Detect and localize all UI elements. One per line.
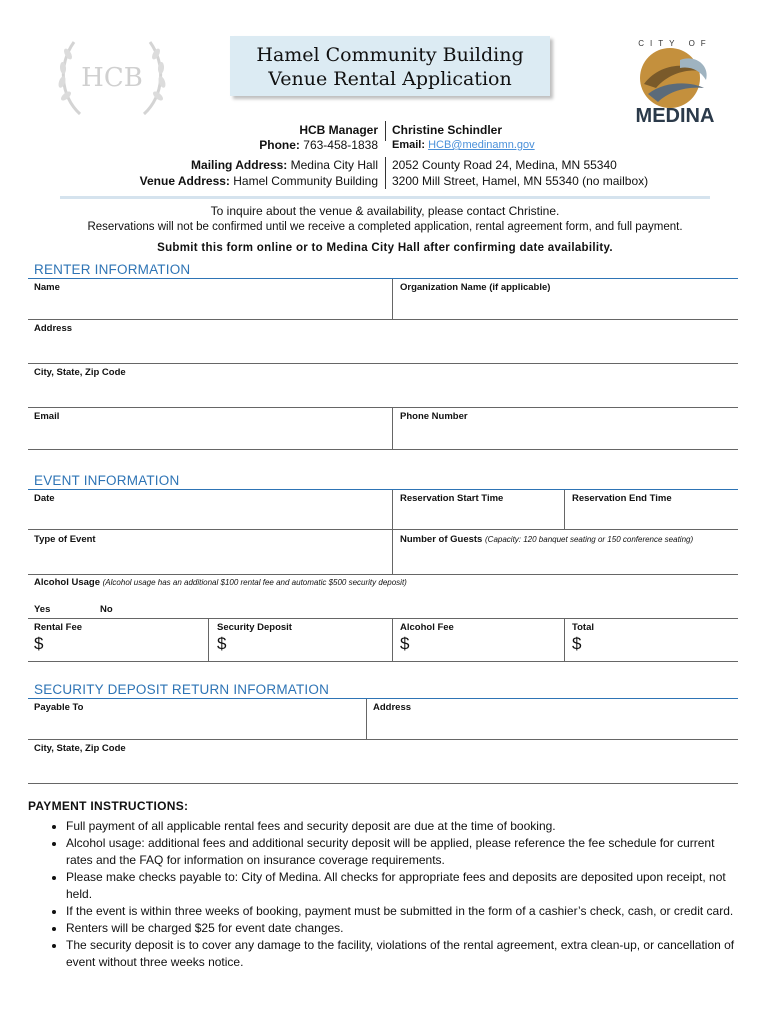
event-type-field[interactable] <box>28 574 738 575</box>
alcohol-row-rule <box>28 618 738 619</box>
venue-address: 3200 Mill Street, Hamel, MN 55340 (no mailbox) <box>392 174 649 188</box>
renter-section-title: RENTER INFORMATION <box>34 262 191 277</box>
start-time-label: Reservation Start Time <box>400 493 504 504</box>
payable-to-label: Payable To <box>34 702 84 713</box>
renter-section-rule <box>28 278 738 279</box>
alcohol-label: Alcohol Usage (Alcohol usage has an additional $100 rental fee and automatic $500 security deposit) <box>34 577 407 588</box>
mailing-address: 2052 County Road 24, Medina, MN 55340 <box>392 158 617 172</box>
list-item: • The security deposit is to cover any damage to the facility, violations of the rental agreement, extra clean-up, or cancellation of event without three weeks notice. <box>66 937 738 971</box>
org-label: Organization Name (if applicable) <box>400 282 551 293</box>
list-item: • Alcohol usage: additional fees and additional security deposit will be applied, please reference the fee schedule for current rates and the FAQ for information on insurance coverage requirements. <box>66 835 738 869</box>
address-field[interactable] <box>28 363 738 364</box>
payment-instructions-title: PAYMENT INSTRUCTIONS: <box>28 799 189 813</box>
mailing-row: Mailing Address: Medina City Hall <box>191 158 378 172</box>
date-field[interactable] <box>28 529 738 530</box>
payable-field[interactable] <box>28 739 738 740</box>
city-label: City, State, Zip Code <box>34 367 126 378</box>
name-label: Name <box>34 282 60 293</box>
svg-text:MEDINA: MEDINA <box>635 105 715 127</box>
alcohol-fee-dollar: $ <box>400 634 410 653</box>
capacity-note: (Capacity: 120 banquet seating or 150 conference seating) <box>485 535 694 544</box>
name-field[interactable] <box>28 319 738 320</box>
hcb-logo <box>52 34 172 122</box>
confirmation-note: Reservations will not be confirmed until we receive a completed application, rental agreement form, and full payment. <box>87 221 683 233</box>
event-section-rule <box>28 489 738 490</box>
total-dollar: $ <box>572 634 582 653</box>
email-label: Email <box>34 411 60 422</box>
fee-divider-3 <box>564 619 565 662</box>
payment-instructions-list <box>48 818 738 971</box>
rental-fee-dollar: $ <box>34 634 44 653</box>
date-label: Date <box>34 493 55 504</box>
fees-field[interactable] <box>28 661 738 662</box>
title-line-2: Venue Rental Application <box>268 68 512 90</box>
medina-logo <box>620 32 730 128</box>
end-time-label: Reservation End Time <box>572 493 672 504</box>
list-item: • Full payment of all applicable rental fees and security deposit are due at the time of booking. <box>66 818 738 835</box>
phone-value: 763-458-1838 <box>303 138 378 152</box>
svg-text:CITY OF: CITY OF <box>638 39 712 48</box>
address-label: Address <box>34 323 73 334</box>
submit-note: Submit this form online or to Medina City Hall after confirming date availability. <box>157 242 613 254</box>
date-start-divider <box>392 490 393 530</box>
deposit-address-label: Address <box>373 702 412 713</box>
security-deposit-label: Security Deposit <box>217 622 292 633</box>
contact-divider <box>385 121 386 141</box>
security-deposit-dollar: $ <box>217 634 227 653</box>
phone-label: Phone Number <box>400 411 468 422</box>
deposit-city-field[interactable] <box>28 783 738 784</box>
guests-label: Number of Guests (Capacity: 120 banquet seating or 150 conference seating) <box>400 534 694 545</box>
deposit-city-label: City, State, Zip Code <box>34 743 126 754</box>
manager-label: HCB Manager <box>299 123 378 137</box>
svg-text:HCB: HCB <box>81 63 143 93</box>
fee-divider-2 <box>392 619 393 662</box>
list-item: • Please make checks payable to: City of Medina. All checks for appropriate fees and deposits are deposited upon receipt, not held. <box>66 869 738 903</box>
name-org-divider <box>392 279 393 320</box>
phone-row: Phone: 763-458-1838 <box>259 138 378 152</box>
address-divider <box>385 157 386 189</box>
document-title <box>230 36 550 96</box>
list-item: • Renters will be charged $25 for event date changes. <box>66 920 738 937</box>
venue-row: Venue Address: Hamel Community Building <box>139 174 378 188</box>
deposit-section-rule <box>28 698 738 699</box>
total-label: Total <box>572 622 594 633</box>
type-guests-divider <box>392 530 393 574</box>
email-field[interactable] <box>28 449 738 450</box>
city-field[interactable] <box>28 407 738 408</box>
title-line-1: Hamel Community Building <box>256 44 524 66</box>
alcohol-yes-option[interactable]: Yes <box>34 604 51 615</box>
fee-divider-1 <box>208 619 209 662</box>
alcohol-no-option[interactable]: No <box>100 604 113 615</box>
start-end-divider <box>564 490 565 530</box>
rental-fee-label: Rental Fee <box>34 622 83 633</box>
event-section-title: EVENT INFORMATION <box>34 473 180 488</box>
payable-address-divider <box>366 699 367 740</box>
deposit-section-title: SECURITY DEPOSIT RETURN INFORMATION <box>34 682 330 697</box>
email-row: Email: HCB@medinamn.gov <box>392 139 535 151</box>
alcohol-fee-label: Alcohol Fee <box>400 622 454 633</box>
list-item: • If the event is within three weeks of booking, payment must be submitted in the form of a cashier’s check, cash, or credit card. <box>66 903 738 920</box>
email-link[interactable]: HCB@medinamn.gov <box>428 139 535 151</box>
manager-name: Christine Schindler <box>392 123 503 137</box>
event-type-label: Type of Event <box>34 534 96 545</box>
inquiry-note: To inquire about the venue & availability, please contact Christine. <box>210 204 560 218</box>
email-phone-divider <box>392 408 393 450</box>
header-rule <box>60 196 710 199</box>
alcohol-note: (Alcohol usage has an additional $100 rental fee and automatic $500 security deposit) <box>102 578 407 587</box>
